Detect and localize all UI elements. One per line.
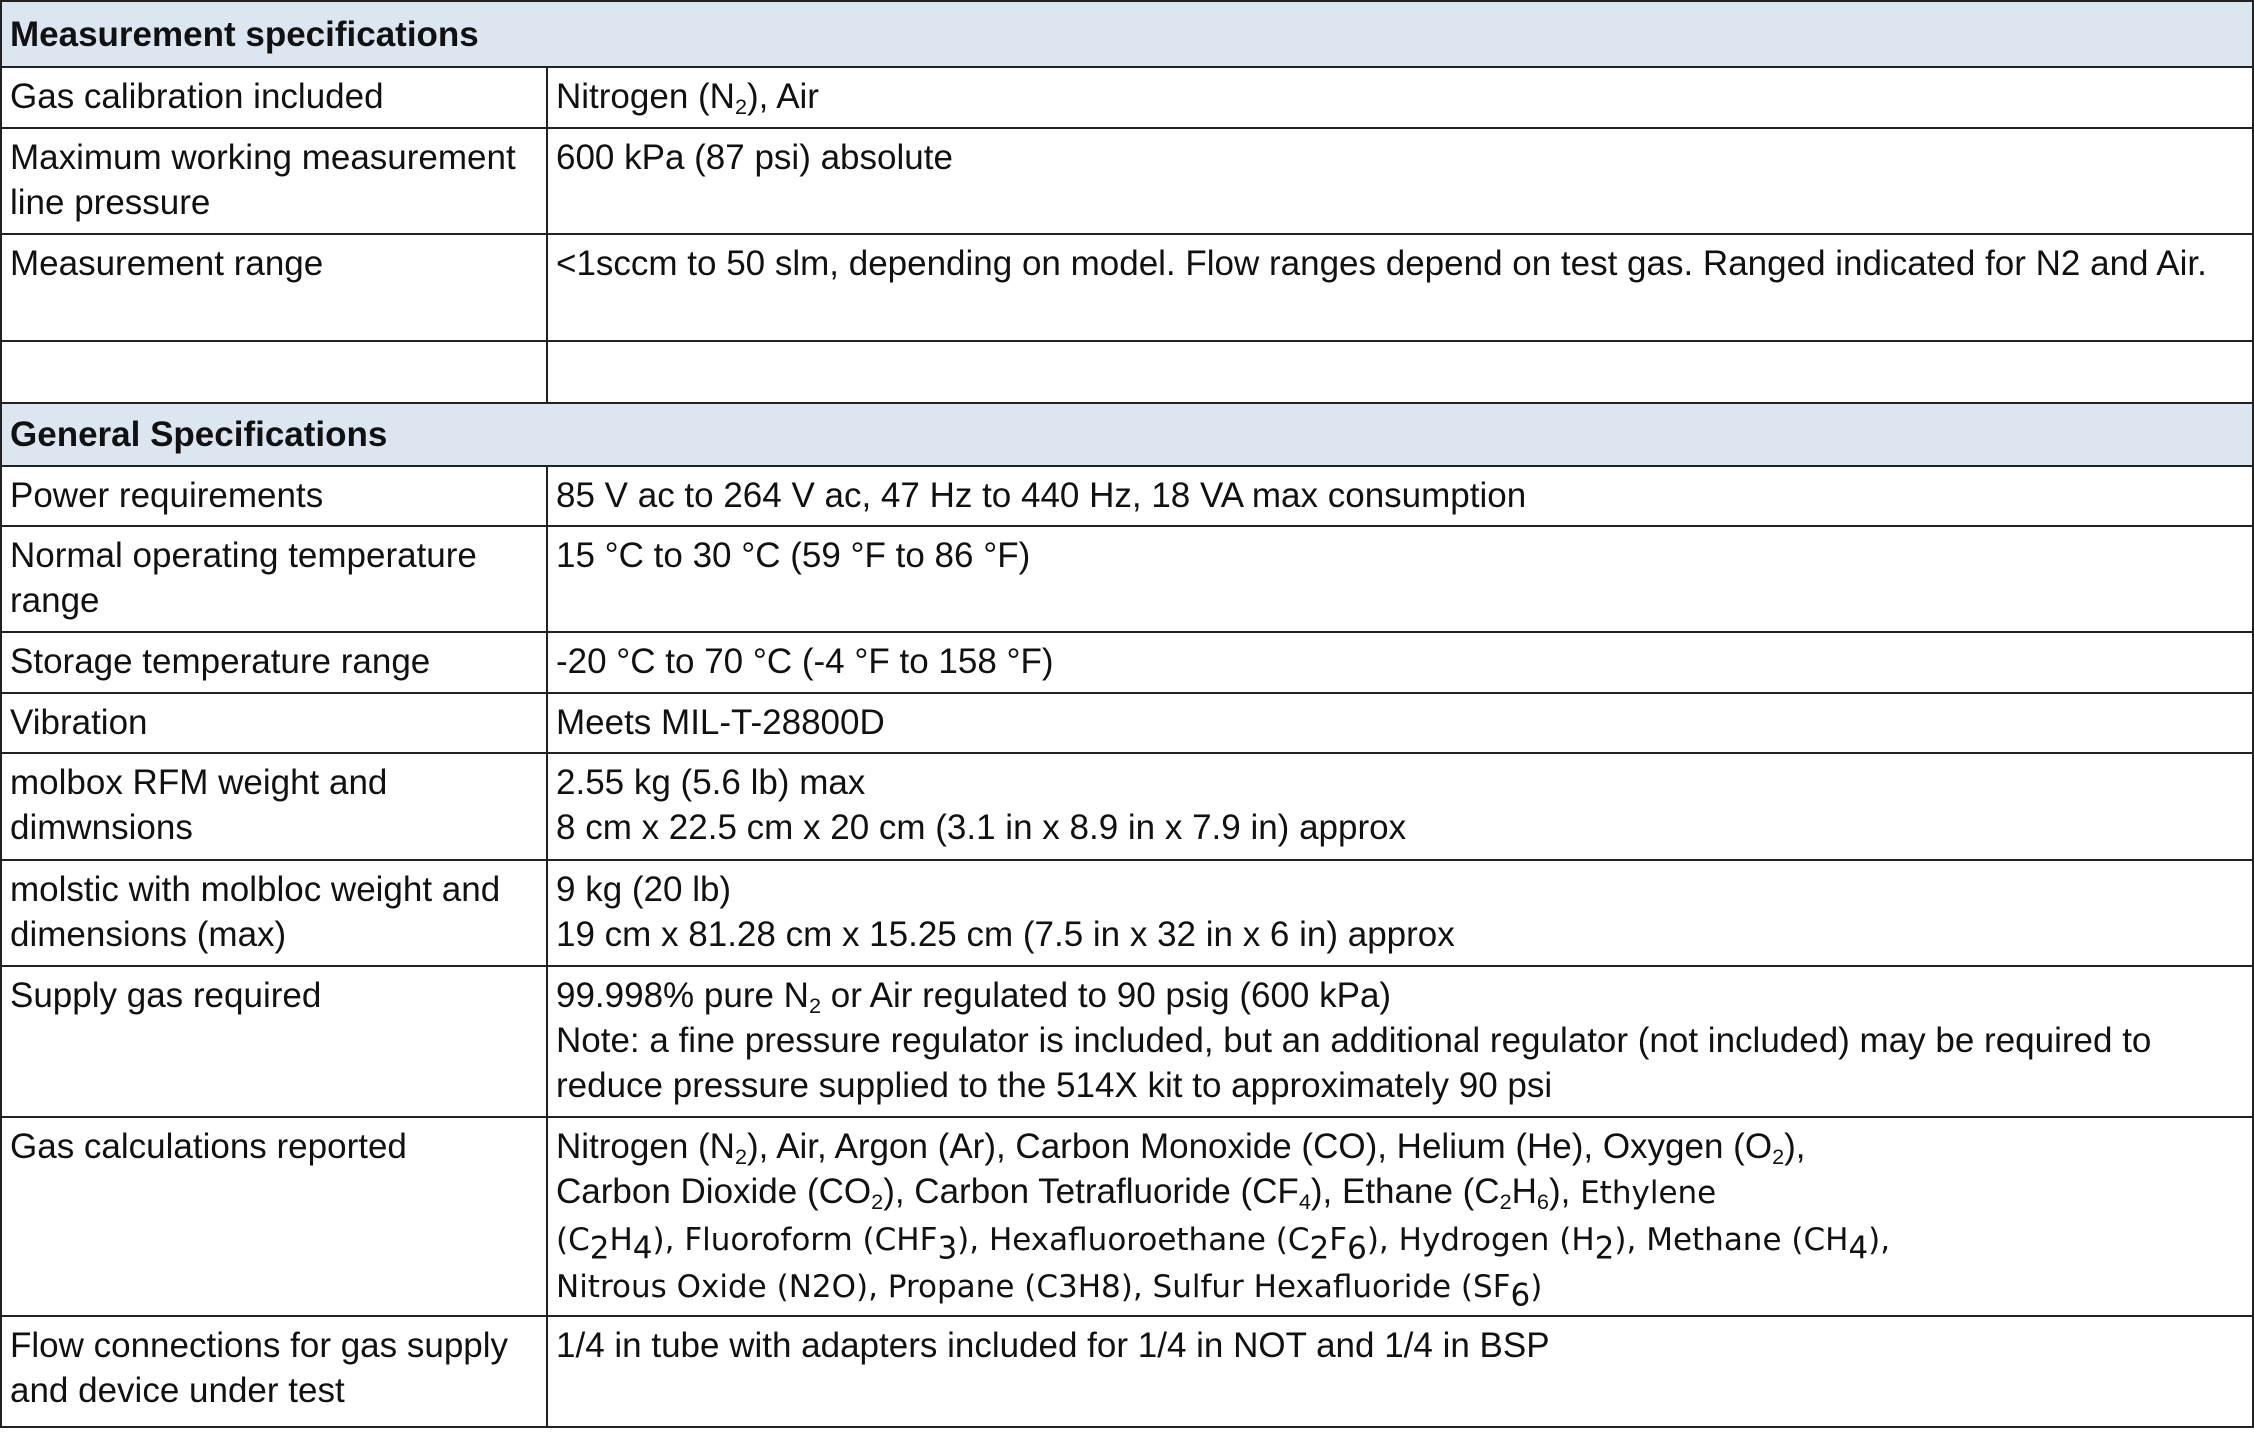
spec-value-line — [556, 135, 2244, 180]
value-text: <1sccm to 50 slm, depending on model. Flow ranges depend on test gas. Ranged indicated for N2 and Air. — [556, 244, 2207, 284]
section-header-row — [1, 1, 2253, 67]
spec-row — [1, 128, 2253, 235]
subscript: 2 — [1772, 1144, 1785, 1170]
spec-row — [1, 753, 2253, 860]
spec-label: Normal operating temperature range — [1, 526, 547, 633]
spec-row — [1, 67, 2253, 127]
value-text: 19 cm x 81.28 cm x 15.25 cm (7.5 in x 32 in x 6 in) approx — [556, 914, 1455, 954]
spec-value-line — [556, 1216, 2244, 1267]
value-text: H — [609, 1222, 633, 1259]
value-text: Note: a fine pressure regulator is included, but an additional regulator (not included) may be required to reduce pressure supplied to the 514X kit to approximately 90 psi — [556, 1021, 2152, 1106]
spec-value — [547, 67, 2253, 127]
subscript: 2 — [734, 1144, 748, 1170]
value-text: ), — [1548, 1172, 1581, 1212]
subscript: 4 — [632, 1230, 653, 1267]
value-text: H — [1511, 1172, 1537, 1212]
value-text: Ethylene — [1580, 1175, 1717, 1212]
spec-value — [547, 753, 2253, 860]
subscript: 6 — [1510, 1277, 1531, 1314]
value-text: ), Fluoroform (CHF — [652, 1222, 938, 1259]
section-title: General Specifications — [1, 403, 2253, 465]
spec-row — [1, 1316, 2253, 1427]
value-text: Meets MIL-T-28800D — [556, 702, 885, 742]
value-text: Carbon Dioxide (CO — [556, 1172, 872, 1212]
value-text: ), Carbon Tetrafluoride (CF — [883, 1172, 1299, 1212]
spec-value-line — [556, 74, 2244, 119]
value-text: (C — [556, 1222, 590, 1259]
value-text: 2.55 kg (5.6 lb) max — [556, 763, 866, 803]
spec-value — [547, 466, 2253, 526]
spec-value — [547, 1117, 2253, 1316]
value-text: 600 kPa (87 psi) absolute — [556, 137, 953, 177]
spec-value-line — [556, 1124, 2244, 1169]
subscript: 3 — [937, 1230, 958, 1267]
spec-row — [1, 526, 2253, 633]
spec-label — [1, 341, 547, 403]
spec-row — [1, 466, 2253, 526]
value-text: ), Ethane (C — [1310, 1172, 1500, 1212]
subscript: 6 — [1347, 1230, 1367, 1267]
value-text: ), — [1784, 1127, 1806, 1167]
spec-value-line — [556, 805, 2244, 850]
spec-label: Power requirements — [1, 466, 547, 526]
spec-value — [547, 234, 2253, 341]
spec-value-line — [556, 533, 2244, 578]
spec-row — [1, 1117, 2253, 1316]
value-text: 15 °C to 30 °C (59 °F to 86 °F) — [556, 535, 1031, 575]
value-text: 8 cm x 22.5 cm x 20 cm (3.1 in x 8.9 in x 7.9 in) approx — [556, 808, 1407, 848]
spec-label: Storage temperature range — [1, 632, 547, 692]
spec-value-line — [556, 912, 2244, 957]
spec-value — [547, 341, 2253, 403]
specifications-table-body — [1, 1, 2253, 1427]
spec-value-line — [556, 700, 2244, 745]
spec-value-line — [556, 973, 2244, 1018]
spec-row — [1, 693, 2253, 753]
value-text: ), Hydrogen (H — [1366, 1222, 1595, 1259]
spec-value-line — [556, 241, 2244, 286]
spec-label: Flow connections for gas supply and device under test — [1, 1316, 547, 1427]
value-text: ), Air — [747, 77, 819, 117]
subscript: 2 — [1594, 1230, 1615, 1267]
value-text: 9 kg (20 lb) — [556, 869, 732, 909]
spec-value-line — [556, 867, 2244, 912]
value-text: F — [1329, 1222, 1348, 1259]
spec-value-line — [556, 473, 2244, 518]
value-text: Nitrous Oxide (N2O), Propane (C3H8), Sulfur Hexafluoride (SF — [556, 1269, 1511, 1306]
value-text: Nitrogen (N — [556, 77, 735, 117]
spec-value-line — [556, 1263, 2244, 1314]
value-text: or Air regulated to 90 psig (600 kPa) — [821, 976, 1392, 1016]
spec-row — [1, 341, 2253, 403]
value-text: 85 V ac to 264 V ac, 47 Hz to 440 Hz, 18 VA max consumption — [556, 475, 1527, 515]
subscript: 6 — [1536, 1189, 1549, 1215]
section-header-row — [1, 403, 2253, 465]
value-text: ), Hexafluoroethane (C — [957, 1222, 1310, 1259]
spec-label: Gas calibration included — [1, 67, 547, 127]
subscript: 2 — [589, 1230, 610, 1267]
spec-value — [547, 526, 2253, 633]
spec-value — [547, 860, 2253, 967]
spec-row — [1, 632, 2253, 692]
value-text: ), Air, Argon (Ar), Carbon Monoxide (CO), Helium (He), Oxygen (O — [747, 1127, 1773, 1167]
spec-row — [1, 234, 2253, 341]
value-text: ), Methane (CH — [1614, 1222, 1849, 1259]
spec-label: molstic with molbloc weight and dimensions (max) — [1, 860, 547, 967]
value-text: 1/4 in tube with adapters included for 1/4 in NOT and 1/4 in BSP — [556, 1326, 1550, 1366]
spec-label: molbox RFM weight and dimwnsions — [1, 753, 547, 860]
spec-label: Vibration — [1, 693, 547, 753]
subscript: 4 — [1848, 1230, 1869, 1267]
spec-value-line — [556, 760, 2244, 805]
spec-label: Supply gas required — [1, 966, 547, 1117]
value-text: ), — [1868, 1222, 1891, 1259]
value-text: 99.998% pure N — [556, 976, 809, 1016]
section-title: Measurement specifications — [1, 1, 2253, 67]
spec-value — [547, 966, 2253, 1117]
spec-value — [547, 128, 2253, 235]
value-text: ) — [1530, 1269, 1543, 1306]
spec-value-line — [556, 1323, 2244, 1368]
spec-value-line — [556, 1018, 2244, 1108]
subscript: 2 — [1499, 1189, 1512, 1215]
value-text: Nitrogen (N — [556, 1127, 735, 1167]
value-text: -20 °C to 70 °C (-4 °F to 158 °F) — [556, 642, 1054, 682]
subscript: 2 — [734, 94, 748, 120]
subscript: 4 — [1298, 1189, 1311, 1215]
spec-label: Measurement range — [1, 234, 547, 341]
spec-label: Maximum working measurement line pressure — [1, 128, 547, 235]
subscript: 2 — [1309, 1230, 1330, 1267]
spec-value — [547, 693, 2253, 753]
subscript: 2 — [871, 1189, 884, 1215]
spec-value — [547, 1316, 2253, 1427]
spec-value-line — [556, 639, 2244, 684]
spec-row — [1, 860, 2253, 967]
subscript: 2 — [808, 993, 822, 1019]
spec-row — [1, 966, 2253, 1117]
spec-value-line — [556, 1169, 2244, 1216]
spec-value — [547, 632, 2253, 692]
spec-label: Gas calculations reported — [1, 1117, 547, 1316]
